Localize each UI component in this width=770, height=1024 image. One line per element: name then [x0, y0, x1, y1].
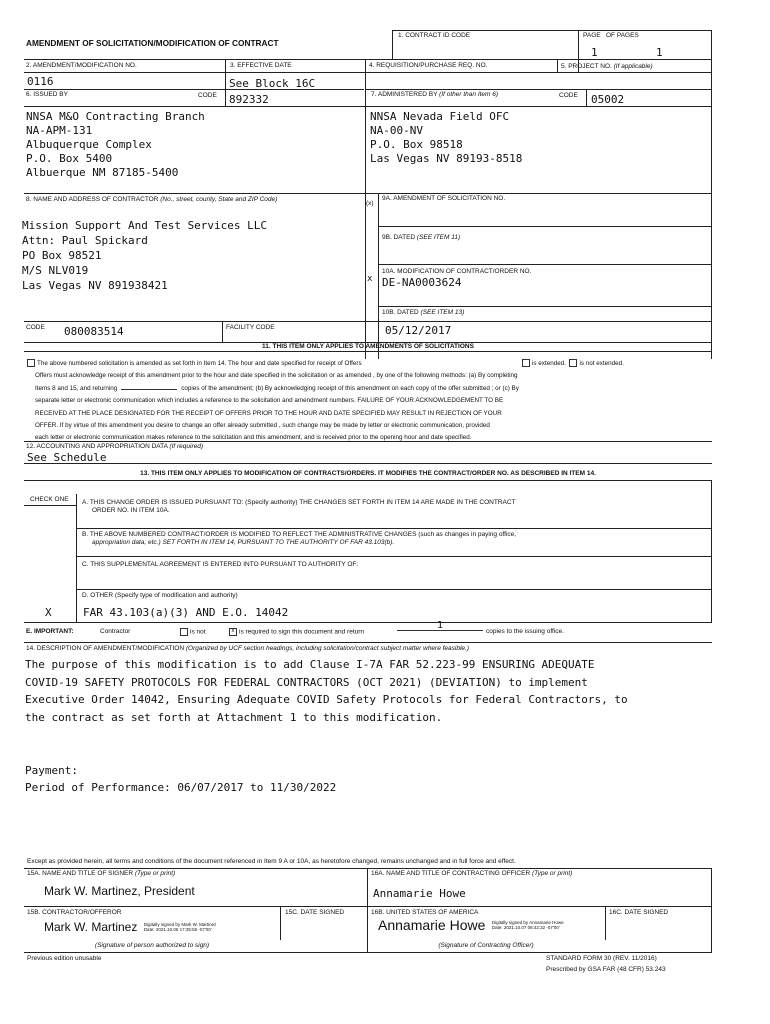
issued-code-value: 892332 — [229, 93, 269, 106]
page-number: 1 — [591, 46, 598, 59]
contractor-code-label: CODE — [26, 324, 45, 331]
contractor-label: 8. NAME AND ADDRESS OF CONTRACTOR (No., street, county, State and ZIP Code) — [26, 196, 278, 203]
previous-edition-note: Previous edition unusable — [27, 955, 102, 962]
dated-10b-value: 05/12/2017 — [385, 324, 452, 337]
dated-10b-label: 10B. DATED (SEE ITEM 13) — [382, 309, 465, 316]
option-d-value: FAR 43.103(a)(3) AND E.O. 14042 — [83, 606, 289, 619]
option-d-x-mark: X — [45, 606, 52, 619]
option-b-line2: appropriation data, etc.) SET FORTH IN ITEM 14, PURSUANT TO THE AUTHORITY OF FAR 43.103(b). — [92, 539, 395, 546]
officer-name-label: 16A. NAME AND TITLE OF CONTRACTING OFFICER (Type or print) — [371, 870, 573, 877]
option-d-label: D. OTHER (Specify type of modification and authority) — [82, 592, 238, 599]
x-column-label: (x) — [366, 200, 374, 207]
of-pages-label: OF PAGES — [606, 32, 639, 39]
prescribed-by: Prescribed by GSA FAR (48 CFR) 53.243 — [546, 966, 666, 973]
issued-by-address: NNSA M&O Contracting Branch NA-APM-131 Albuquerque Complex P.O. Box 5400 Albuerque NM 87185-5400 — [26, 110, 205, 179]
not-extended-checkbox[interactable] — [569, 359, 577, 367]
issued-by-label: 6. ISSUED BY — [26, 91, 68, 98]
option-b-line1: B. THE ABOVE NUMBERED CONTRACT/ORDER IS MODIFIED TO REFLECT THE ADMINISTRATIVE CHANGES (such as changes in paying office, — [82, 531, 517, 538]
option-a-line2: ORDER NO. IN ITEM 10A. — [92, 507, 170, 514]
amendment-solicitation-label: 9A. AMENDMENT OF SOLICITATION NO. — [382, 195, 506, 202]
option-c-label: C. THIS SUPPLEMENTAL AGREEMENT IS ENTERED INTO PURSUANT TO AUTHORITY OF: — [82, 561, 359, 568]
signature-officer-caption: (Signature of Contracting Officer) — [438, 942, 534, 949]
contract-id-label: 1. CONTRACT ID CODE — [398, 32, 471, 39]
contractor-code-value: 080083514 — [64, 325, 124, 338]
modification-contract-value: DE-NA0003624 — [382, 276, 462, 289]
block10-x-mark: x — [367, 274, 373, 284]
administered-by-address: NNSA Nevada Field OFC NA-00-NV P.O. Box 98518 Las Vegas NV 89193-8518 — [370, 110, 523, 165]
item11-title: 11. THIS ITEM ONLY APPLIES TO AMENDMENTS OF SOLICITATIONS — [262, 343, 474, 350]
contractor-signature[interactable]: Mark W. Martinez Digitally signed by Mark W. Martinez Date: 2021.10.06 17:35:55 -07'00' — [44, 919, 217, 934]
signer-name-label: 15A. NAME AND TITLE OF SIGNER (Type or print) — [27, 870, 176, 877]
signer-name-value: Mark W. Martinez, President — [44, 884, 195, 898]
signature-person-caption: (Signature of person authorized to sign) — [94, 942, 210, 949]
except-statement: Except as provided herein, all terms and conditions of the document referenced in Item 9 A or 10A, as heretofore changed, remains unchanged and in full force and effect. — [27, 858, 516, 865]
administered-by-label: 7. ADMINISTERED BY (If other than Item 6) — [371, 91, 499, 98]
description-text: The purpose of this modification is to add Clause I-7A FAR 52.223-99 ENSURING ADEQUATE COVID-19 SAFETY PROTOCOLS FOR FEDERAL CONTRACTORS (OCT 2021) (DEVIATION) to implement Executive Order 14042, Ensuring Adequate COVID Safety Protocols for Federal Contractors, to the contract as set forth at Attachment 1 to this modification. Payment: Period of Performance: 06/07/2017 to 11/30/2022 — [25, 658, 628, 795]
page-label: PAGE — [583, 32, 601, 39]
effective-date-value: See Block 16C — [229, 77, 316, 90]
copies-count: 1 — [397, 622, 483, 631]
extended-checkbox[interactable] — [522, 359, 530, 367]
item13-title: 13. THIS ITEM ONLY APPLIES TO MODIFICATION OF CONTRACTS/ORDERS. IT MODIFIES THE CONTRACT/ORDER NO. AS DESCRIBED IN ITEM 14. — [140, 470, 596, 477]
form-title: AMENDMENT OF SOLICITATION/MODIFICATION OF CONTRACT — [26, 38, 279, 48]
date-signed-16c-label: 16C. DATE SIGNED — [609, 909, 669, 916]
officer-name-value: Annamarie Howe — [373, 887, 466, 900]
item11-checkbox[interactable] — [27, 359, 35, 367]
option-a-line1: A. THIS CHANGE ORDER IS ISSUED PURSUANT TO: (Specify authority) THE CHANGES SET FORTH IN ITEM 14 ARE MADE IN THE CONTRACT — [82, 499, 516, 506]
facility-code-label: FACILITY CODE — [226, 324, 275, 331]
form-number: STANDARD FORM 30 (REV. 11/2016) — [546, 955, 657, 962]
accounting-value: See Schedule — [27, 451, 107, 464]
amendment-no-label: 2. AMENDMENT/MODIFICATION NO. — [26, 62, 137, 69]
admin-code-label: CODE — [559, 92, 578, 99]
dated-9b-label: 9B. DATED (SEE ITEM 11) — [382, 234, 461, 241]
accounting-label: 12. ACCOUNTING AND APPROPRIATION DATA (If required) — [26, 443, 204, 450]
contractor-offeror-label: 15B. CONTRACTOR/OFFEROR — [27, 909, 122, 916]
contractor-address: Mission Support And Test Services LLC Attn: Paul Spickard PO Box 98521 M/S NLV019 Las Vegas NV 891938421 — [22, 219, 268, 292]
description-label: 14. DESCRIPTION OF AMENDMENT/MODIFICATION (Organized by UCF section headings, including solicitation/contract subject matter where feasible.) — [26, 645, 470, 652]
important-row: E. IMPORTANT: Contractor is not x is required to sign this document and return 1 copies to the issuing office. — [26, 620, 564, 636]
amendment-no-value: 0116 — [27, 75, 54, 88]
requisition-no-label: 4. REQUISITION/PURCHASE REQ. NO. — [369, 62, 488, 69]
modification-contract-label: 10A. MODIFICATION OF CONTRACT/ORDER NO. — [382, 268, 532, 275]
page-total: 1 — [656, 46, 663, 59]
admin-code-value: 05002 — [591, 93, 625, 106]
is-not-checkbox[interactable] — [180, 628, 188, 636]
officer-signature[interactable]: Annamarie Howe Digitally signed by Annamarie Howe Date: 2021.10.07 08:42:32 -07'00' — [378, 916, 564, 933]
effective-date-label: 3. EFFECTIVE DATE — [230, 62, 292, 69]
check-one-label: CHECK ONE — [30, 496, 69, 503]
is-required-checkbox[interactable]: x — [229, 628, 237, 636]
date-signed-15c-label: 15C. DATE SIGNED — [285, 909, 345, 916]
united-states-label: 16B. UNITED STATES OF AMERICA — [371, 909, 479, 916]
issued-code-label: CODE — [198, 92, 217, 99]
item11-text: The above numbered solicitation is amended as set forth in Item 14. The hour and date specified for receipt of Offers is extended. is not extended. Offers must acknowledge receipt of this amendment prior to the hour and date specified in the solicitation or as amended , by one of the following methods: (a) By completing Items 8 and 15, and returning copies of the amendment; (b) By acknowledging receipt of this amendment on each copy of the offer submitted ; or (c) By separate letter or electronic communication which includes a reference to the solicitation and amendment numbers. FAILURE OF YOUR ACKNOWLEDGEMENT TO BE RECEIVED AT THE PLACE DESIGNATED FOR THE RECEIPT OF OFFERS PRIOR TO THE HOUR AND DATE SPECIFIED MAY RESULT IN REJECTION OF YOUR OFFER. If by virtue of this amendment you desire to change an offer already submitted , such change may be made by letter or electronic communication, provided each letter or electronic communication makes reference to the solicitation and this amendment, and is received prior to the opening hour and date specified. — [27, 358, 711, 445]
project-no-label: 5. PROJECT NO. (If applicable) — [561, 63, 653, 70]
